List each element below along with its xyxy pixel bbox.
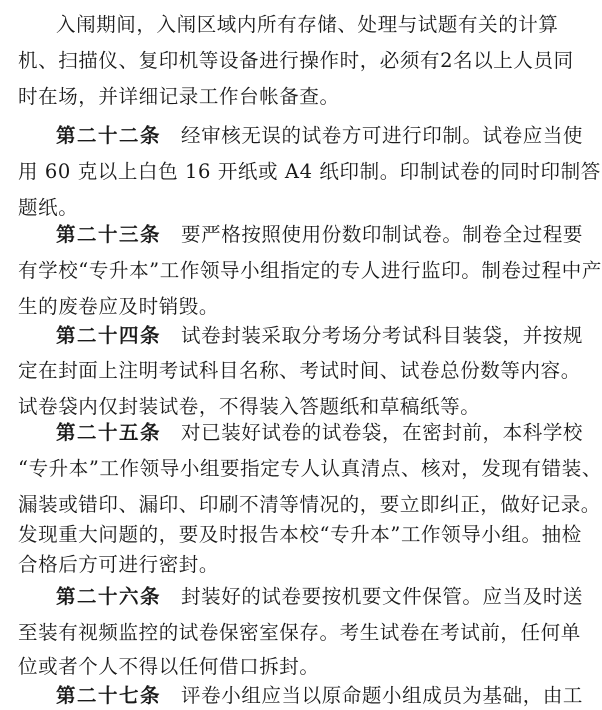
text-line: 时在场，并详细记录工作台帐备查。	[18, 85, 340, 108]
article-22-heading-line: 第二十二条 经审核无误的试卷方可进行印制。试卷应当使	[56, 124, 584, 147]
article-25-heading-line: 第二十五条 对已装好试卷的试卷袋，在密封前，本科学校	[56, 421, 584, 444]
text-line: 用 60 克以上白色 16 开纸或 A4 纸印制。印制试卷的同时印制答	[18, 160, 601, 183]
text-line: 发现重大问题的，要及时报告本校“专升本”工作领导小组。抽检	[18, 523, 582, 546]
text-line: 有学校“专升本”工作领导小组指定的专人进行监印。制卷过程中产	[18, 259, 602, 282]
text-line: 入闱期间，入闱区域内所有存储、处理与试题有关的计算	[56, 13, 559, 36]
text-line: 机、扫描仪、复印机等设备进行操作时，必须有2名以上人员同	[18, 49, 574, 72]
text-line: 试卷袋内仅封装试卷，不得装入答题纸和草稿纸等。	[18, 395, 481, 418]
article-title: 第二十七条	[56, 684, 162, 707]
article-title: 第二十二条	[56, 124, 162, 147]
text-line: 定在封面上注明考试科目名称、考试时间、试卷总份数等内容。	[18, 359, 581, 382]
article-24-heading-line: 第二十四条 试卷封装采取分考场分考试科目装袋，并按规	[56, 324, 584, 347]
article-title: 第二十四条	[56, 324, 162, 347]
article-title: 第二十六条	[56, 585, 162, 608]
text-line: 漏装或错印、漏印、印刷不清等情况的，要立即纠正，做好记录。	[18, 493, 601, 516]
text-line: 生的废卷应及时销毁。	[18, 295, 220, 318]
article-26-heading-line: 第二十六条 封装好的试卷要按机要文件保管。应当及时送	[56, 585, 584, 608]
article-23-heading-line: 第二十三条 要严格按照使用份数印制试卷。制卷全过程要	[56, 223, 584, 246]
text-line: 位或者个人不得以任何借口拆封。	[18, 655, 320, 678]
article-title: 第二十三条	[56, 223, 162, 246]
text-line: 合格后方可进行密封。	[18, 553, 220, 576]
text-line: “专升本”工作领导小组要指定专人认真清点、核对，发现有错装、	[18, 457, 602, 480]
text-line: 至装有视频监控的试卷保密室保存。考生试卷在考试前，任何单	[18, 621, 581, 644]
text-line: 题纸。	[18, 196, 79, 219]
article-title: 第二十五条	[56, 421, 162, 444]
article-27-heading-line: 第二十七条 评卷小组应当以原命题小组成员为基础，由工	[56, 684, 584, 707]
